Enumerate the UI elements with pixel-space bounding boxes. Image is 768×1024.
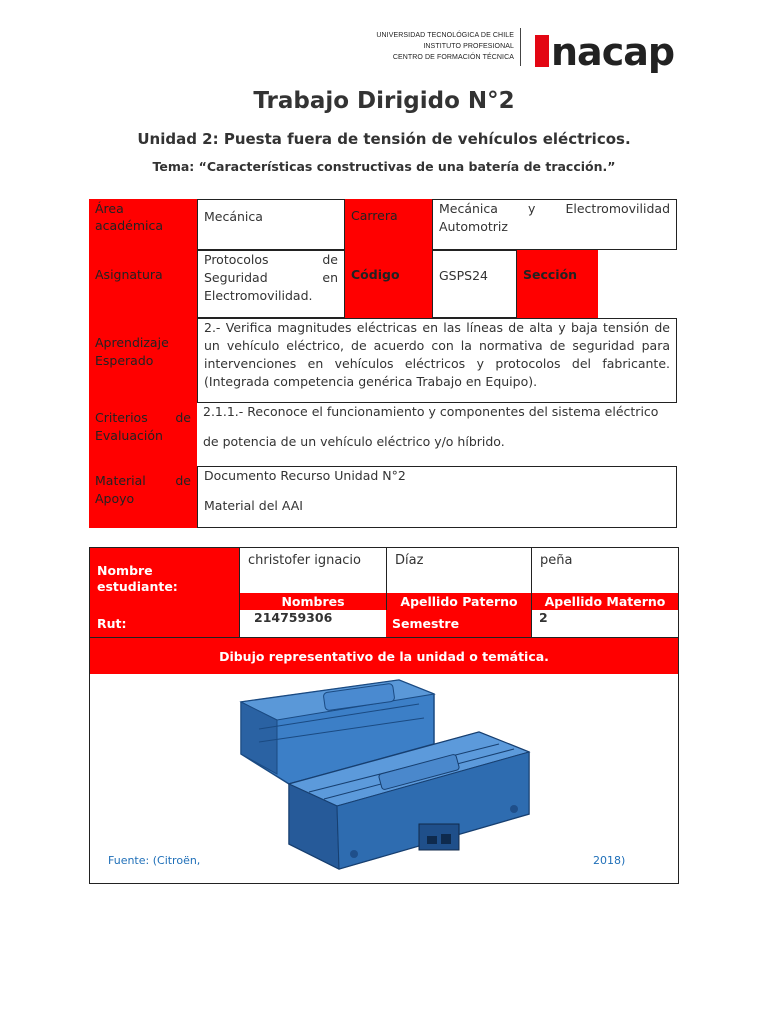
carrera-label [345,199,432,250]
fuente-left: Fuente: (Citroën, [108,854,201,867]
asignatura-label-text: Asignatura [95,267,163,282]
nombre-estudiante-text: Nombre estudiante: [97,563,178,594]
fuente-right: 2018) [593,854,626,867]
dibujo-label-text: Dibujo representativo de la unidad o temática. [219,649,549,664]
institution-line-1: UNIVERSIDAD TECNOLÓGICA DE CHILE [376,32,514,39]
codigo-value-text: GSPS24 [439,268,488,283]
apellido-paterno-value[interactable] [386,548,531,593]
logo-separator [520,28,521,66]
material-label-text: Material de Apoyo [95,473,191,506]
rut-value[interactable] [239,610,386,637]
asignatura-value-text: Protocolos de Seguridad en Electromovilidad. [204,252,338,303]
apellido-materno-value[interactable] [531,548,678,593]
semestre-label [386,610,531,637]
apellido-paterno-header-text: Apellido Paterno [400,594,518,609]
asignatura-label [89,250,197,318]
codigo-label [345,250,432,318]
apellido-materno-header-text: Apellido Materno [544,594,666,609]
codigo-value [432,250,517,318]
area-value-text: Mecánica [204,209,263,224]
asignatura-value [197,250,345,318]
codigo-label-text: Código [351,267,400,282]
material-line-2: Material del AAI [204,498,303,513]
area-value [197,199,345,250]
tema-line: Tema: “Características constructivas de una batería de tracción.” [152,159,616,174]
aprendizaje-label-text: Aprendizaje Esperado [95,335,169,368]
aprendizaje-label [89,318,197,403]
apellido-materno-header [531,593,678,610]
institution-line-3: CENTRO DE FORMACIÓN TÉCNICA [392,54,514,61]
carrera-label-text: Carrera [351,208,398,223]
apellido-paterno-value-text: Díaz [395,553,424,568]
dibujo-label [90,637,678,674]
aprendizaje-value [197,318,677,403]
rut-label [90,610,239,637]
carrera-value-text: Mecánica y Electromovilidad Automotriz [439,201,670,234]
nombres-value-text: christofer ignacio [248,553,362,568]
unit-subtitle: Unidad 2: Puesta fuera de tensión de vehículos eléctricos. [137,130,631,148]
area-label-text: Área académica [95,201,163,233]
criterios-label-text: Criterios de Evaluación [95,410,191,443]
criterios-line-2: de potencia de un vehículo eléctrico y/o híbrido. [203,434,505,449]
battery-image [229,674,539,880]
nombres-header-text: Nombres [281,594,345,609]
semestre-value-text: 2 [539,610,548,625]
material-value [197,466,677,528]
apellido-materno-value-text: peña [540,553,573,568]
seccion-value [598,250,677,318]
semestre-label-text: Semestre [392,616,460,631]
aprendizaje-value-text: 2.- Verifica magnitudes eléctricas en las líneas de alta y baja tensión de un vehículo eléctrico, de acuerdo con la normativa de seguridad para intervenciones en vehículos eléctricos y protocolos del fabricante. (Integrada competencia genérica Trabajo en Equipo). [204,320,670,389]
nombres-header [239,593,386,610]
apellido-paterno-header [386,593,531,610]
carrera-value [432,199,677,250]
seccion-label-text: Sección [523,267,578,282]
inacap-logo [535,30,674,74]
criterios-line-1: 2.1.1.- Reconoce el funcionamiento y componentes del sistema eléctrico [203,404,659,419]
page-title: Trabajo Dirigido N°2 [253,88,515,114]
institution-line-2: INSTITUTO PROFESIONAL [423,43,514,50]
rut-label-text: Rut: [97,616,127,631]
institution-lines [360,30,514,63]
criterios-value [197,403,677,466]
seccion-label [517,250,598,318]
logo-text: nacap [551,30,675,74]
area-label [89,199,197,250]
battery-pack-illustration [229,674,539,880]
semestre-value[interactable] [531,610,678,637]
rut-value-text: 214759306 [254,610,333,625]
criterios-label [89,403,197,466]
material-label [89,466,197,528]
nombres-value[interactable] [239,548,386,593]
logo-mark-icon [535,35,549,67]
material-line-1: Documento Recurso Unidad N°2 [204,468,406,483]
